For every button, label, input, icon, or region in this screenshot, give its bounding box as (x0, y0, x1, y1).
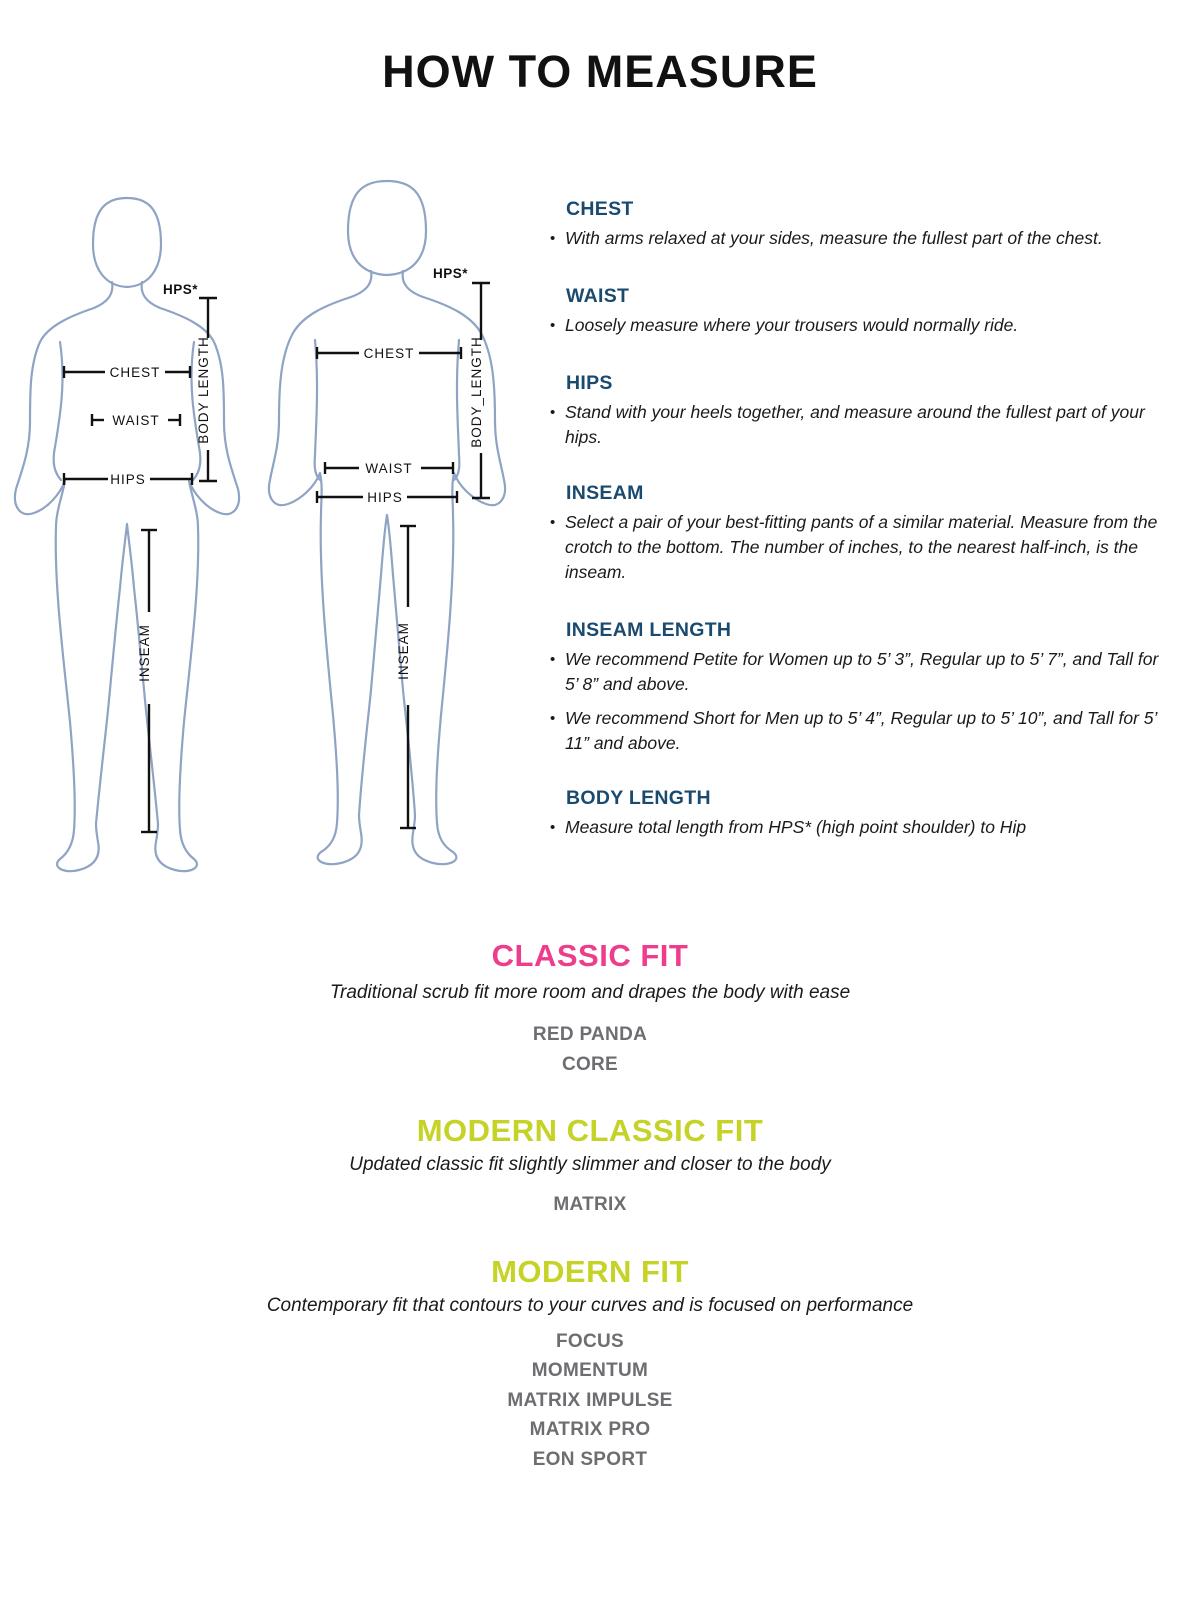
hips-bullet (550, 400, 1175, 450)
waist-heading: WAIST (566, 285, 630, 307)
inseam-bullet-text: Select a pair of your best-fitting pants of a similar material. Measure from the crotch to the bottom. The number of inches, to the nearest half-inch, is the inseam. (565, 512, 1158, 582)
female-torso-left-line (54, 342, 63, 480)
male-waist-label: WAIST (365, 461, 413, 476)
inseam-bullet (550, 510, 1175, 585)
female-bodylength-label: BODY LENGTH (196, 336, 211, 444)
male-bodylength-label: BODY_LENGTH (469, 336, 484, 448)
female-chest-label: CHEST (109, 365, 161, 380)
section-body-length (550, 787, 1175, 840)
brand-core: CORE (561, 1053, 619, 1075)
bullet-marker: • (550, 651, 556, 668)
brand-matrix: MATRIX (553, 1194, 627, 1215)
bullet-marker: • (550, 514, 556, 531)
male-hps-label: HPS* (432, 266, 468, 281)
male-torso-left-line (315, 340, 320, 480)
section-inseam (550, 482, 1175, 585)
brand-red-panda: RED PANDA (532, 1024, 648, 1045)
chest-heading: CHEST (566, 198, 634, 220)
waist-bullet-text: Loosely measure where your trousers would normally ride. (565, 315, 1019, 335)
modern-fit-description: Contemporary fit that contours to your curves and is focused on performance (266, 1294, 914, 1316)
male-inseam-label: INSEAM (396, 622, 411, 680)
bullet-marker: • (550, 710, 556, 727)
body-length-heading: BODY LENGTH (566, 787, 711, 809)
hips-heading: HIPS (566, 372, 613, 394)
female-figure-diagram (8, 192, 248, 882)
classic-fit-description: Traditional scrub fit more room and drapes the body with ease (329, 982, 851, 1003)
waist-bullet (550, 313, 1175, 338)
classic-fit-section (0, 938, 1180, 1079)
female-inseam-label: INSEAM (137, 624, 152, 682)
body-length-bullet-text: Measure total length from HPS* (high point shoulder) to Hip (565, 817, 1027, 837)
brand-focus: FOCUS (556, 1330, 624, 1352)
classic-fit-brands (0, 1020, 1180, 1079)
inseam-length-women-text: We recommend Petite for Women up to 5’ 3”, Regular up to 5’ 7”, and Tall for 5’ 8” and above. (565, 649, 1159, 694)
page-title: HOW TO MEASURE (382, 46, 818, 97)
modern-fit-section (0, 1254, 1180, 1475)
section-waist (550, 285, 1175, 338)
modern-classic-fit-description: Updated classic fit slightly slimmer and closer to the body (349, 1154, 831, 1175)
male-head-outline (348, 181, 426, 275)
male-torso-right-line (454, 340, 459, 480)
bullet-marker: • (550, 317, 556, 334)
classic-fit-heading: CLASSIC FIT (491, 938, 689, 973)
modern-classic-fit-section (0, 1113, 1180, 1220)
inseam-heading: INSEAM (566, 482, 644, 504)
hips-bullet-text: Stand with your heels together, and measure around the fullest part of your hips. (565, 402, 1145, 447)
female-hps-label: HPS* (162, 282, 198, 297)
modern-fit-heading: MODERN FIT (491, 1253, 689, 1289)
section-hips (550, 372, 1175, 450)
body-length-bullet (550, 815, 1175, 840)
fit-sections (0, 938, 1180, 1474)
brand-eon-sport: EON SPORT (532, 1448, 648, 1470)
male-chest-label: CHEST (363, 346, 415, 361)
male-figure-diagram (265, 175, 515, 885)
female-head-outline (93, 198, 161, 287)
modern-classic-fit-brands (0, 1190, 1180, 1220)
bullet-marker: • (550, 230, 556, 247)
chest-bullet (550, 226, 1175, 251)
brand-matrix-impulse: MATRIX IMPULSE (507, 1389, 673, 1411)
male-hips-label: HIPS (367, 490, 403, 505)
female-waist-label: WAIST (112, 413, 160, 428)
inseam-length-bullet-women (550, 647, 1175, 697)
bullet-marker: • (550, 819, 556, 836)
chest-bullet-text: With arms relaxed at your sides, measure the fullest part of the chest. (565, 228, 1103, 248)
brand-matrix-pro: MATRIX PRO (529, 1419, 651, 1440)
female-hips-label: HIPS (110, 472, 146, 487)
section-inseam-length (550, 619, 1175, 756)
bullet-marker: • (550, 404, 556, 421)
inseam-length-heading: INSEAM LENGTH (566, 619, 732, 641)
brand-momentum: MOMENTUM (531, 1360, 649, 1381)
inseam-length-bullet-men (550, 706, 1175, 756)
inseam-length-men-text: We recommend Short for Men up to 5’ 4”, Regular up to 5’ 10”, and Tall for 5’ 11” and above. (565, 708, 1157, 753)
modern-classic-fit-heading: MODERN CLASSIC FIT (416, 1113, 764, 1148)
modern-fit-brands (0, 1327, 1180, 1475)
section-chest (550, 198, 1175, 251)
